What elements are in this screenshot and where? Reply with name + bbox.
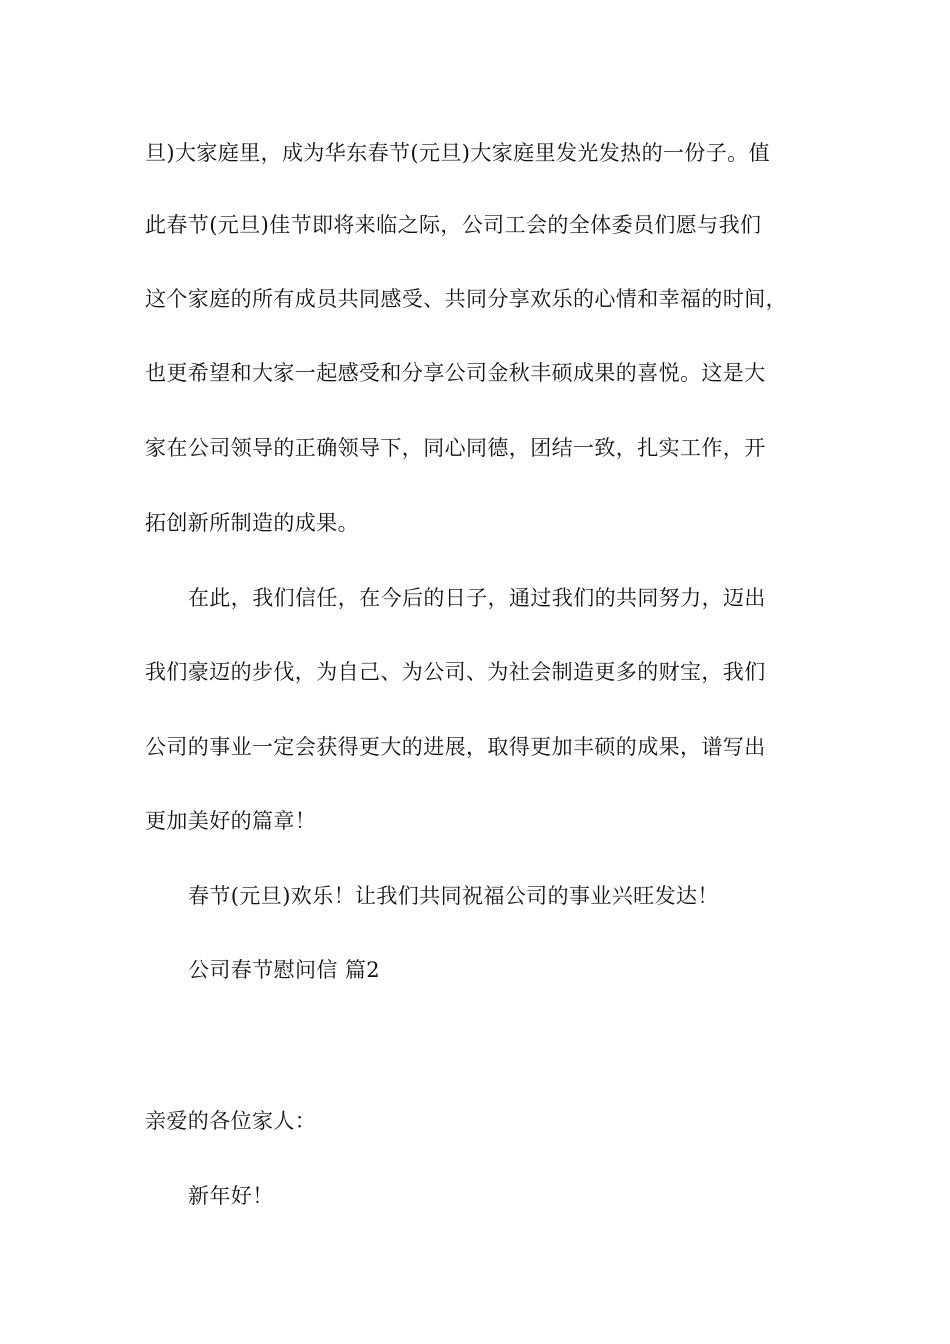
paragraph-line: 家在公司领导的正确领导下，同心同德，团结一致，扎实工作，开 — [145, 436, 766, 460]
greeting-line: 春节(元旦)欢乐！让我们共同祝福公司的事业兴旺发达！ — [188, 884, 719, 908]
paragraph-line: 也更希望和大家一起感受和分享公司金秋丰硕成果的喜悦。这是大 — [145, 361, 766, 385]
paragraph-line: 在此，我们信任，在今后的日子，通过我们的共同努力，迈出 — [188, 586, 766, 610]
salutation: 亲爱的各位家人： — [145, 1109, 317, 1133]
paragraph-line: 更加美好的篇章！ — [145, 809, 317, 833]
paragraph-line: 旦)大家庭里，成为华东春节(元旦)大家庭里发光发热的一份子。值 — [145, 141, 770, 165]
paragraph-line: 这个家庭的所有成员共同感受、共同分享欢乐的心情和幸福的时间， — [145, 287, 787, 311]
section-heading: 公司春节慰问信 篇2 — [188, 958, 381, 982]
paragraph-line: 此春节(元旦)佳节即将来临之际，公司工会的全体委员们愿与我们 — [145, 213, 762, 237]
paragraph-line: 拓创新所制造的成果。 — [145, 511, 359, 535]
paragraph-line: 公司的事业一定会获得更大的进展，取得更加丰硕的成果，谱写出 — [145, 735, 766, 759]
greeting-line: 新年好！ — [188, 1184, 274, 1208]
paragraph-line: 我们豪迈的步伐，为自己、为公司、为社会制造更多的财宝，我们 — [145, 660, 766, 684]
